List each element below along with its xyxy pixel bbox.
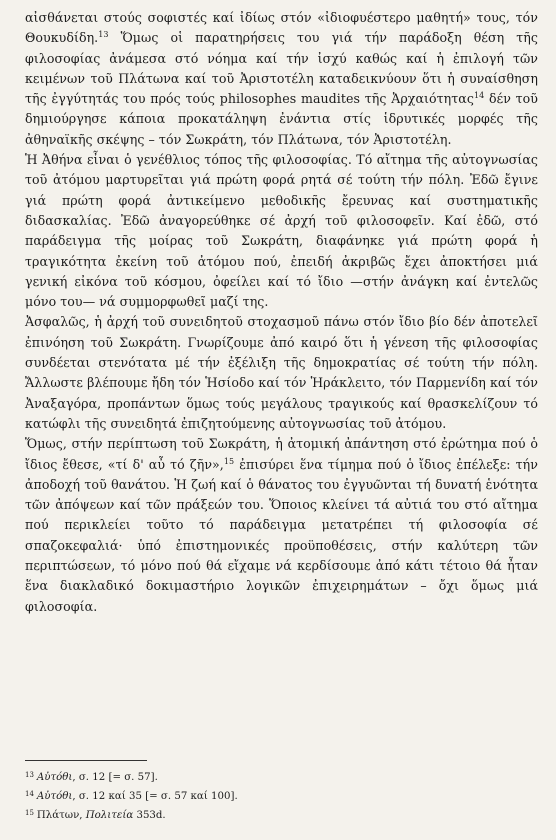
paragraph [25,150,538,312]
footnote-reference: 353d. [133,810,166,821]
footnote-15 [25,805,538,824]
paragraph-text: ἐπισύρει ἕνα τίμημα πού ὁ ἴδιος ἐπέλεξε: τήν ἀποδοχή τοῦ θανάτου. Ἡ ζωή καί ὁ θάνατος του ἐγγυῶνται τή δυνατή ἑνότητα τῶν ἀπόψεων καί τῶν πράξεών του. Ὅποιος κλείνει τά αὐτιά του στό αἴτημα πού περικλείει τοῦτο τό παράδειγμα μετατρέπει τή φιλοσοφία σέ σπαζοκεφαλιά· ὑπό ἐπιστημονικές προϋποθέσεις, στήν καλύτερη τῶν περιπτώσεων, τό μόνο πού θά εἴχαμε νά κερδίσουμε ἀπό κάτι τέτοιο θά ἦταν ἕνα διακλαδικό δοκιμαστήριο λογικῶν ἐπιχειρημάτων – ὄχι ὅμως μιά φιλοσοφία. [25,456,538,614]
paragraph-text: δέν τοῦ δημιούργησε κάποια προκατάληψη ἐνάντια στίς ἱδρυτικές μορφές τῆς ἀθηναϊκῆς σκέψης – τόν Σωκράτη, τόν Πλάτωνα, τόν Ἀριστοτέλη. [25,91,538,147]
footnote-divider [25,760,147,761]
footnote-source: Αὐτόθι [36,791,73,802]
footnote-reference: , σ. 12 [= σ. 57]. [72,772,158,783]
footnote-13 [25,767,538,786]
footnote-source: Αὐτόθι [36,772,73,783]
paragraph-text: Ἡ Ἀθήνα εἶναι ὁ γενέθλιος τόπος τῆς φιλοσοφίας. Τό αἴτημα τῆς αὐτογνωσίας τοῦ ἀτόμου μαρτυρεῖται γιά πρώτη φορά ρητά σέ τούτη τήν πόλη. Ἐδῶ ἔγινε γιά πρώτη φορά ἀντικείμενο μεθοδικῆς ἔρευνας καί συστηματικῆς διδασκαλίας. Ἐδῶ ἀναγορεύθηκε σέ ἀρχή τοῦ φιλοσοφεῖν. Καί ἐδῶ, στό παράδειγμα τῆς μοίρας τοῦ Σωκράτη, διαφάνηκε γιά πρώτη φορά ἡ τραγικότητα ἐκείνη τοῦ ἀτόμου πού, ἐπειδή ἀκριβῶς ἔχει ἀποκτήσει μιά γενική εἰκόνα τοῦ κόσμου, ὀφείλει καί τό ἴδιο —στήν ἀνάγκη καί ἐντελῶς μόνο του— νά συμμορφωθεῖ μαζί της. [25,152,538,310]
paragraph-text: Ἀσφαλῶς, ἡ ἀρχή τοῦ συνειδητοῦ στοχασμοῦ πάνω στόν ἴδιο βίο δέν ἀποτελεῖ ἐπινόηση τοῦ Σωκράτη. Γνωρίζουμε ἀπό καιρό ὅτι ἡ γένεση τῆς φιλοσοφίας συνδέεται στενότατα μέ τήν ἐξέλιξη τῆς δημοκρατίας σέ τούτη τήν πόλη. Ἄλλωστε βλέπουμε ἤδη τόν Ἡσίοδο καί τόν Ἡράκλειτο, τόν Παρμενίδη καί τόν Ἀναξαγόρα, προπάντων ὅμως τούς μεγάλους τραγικούς καί θρασκελίζουν τό κατώφλι τῆς συνειδητά ἐπιζητούμενης αὐτογνωσίας τοῦ ἀτόμου. [25,314,538,431]
footnote-reference: , σ. 12 καί 35 [= σ. 57 καί 100]. [72,791,238,802]
footnote-marker: 15 [223,456,235,466]
paragraph-text: Ὅμως οἱ παρατηρήσεις του γιά τήν παράδοξη θέση τῆς φιλοσοφίας ἀνάμεσα στό νόημα καί τήν ἰσχύ καθώς καί ἡ ἐπιλογή τῶν κειμένων τοῦ Πλάτωνα καί τοῦ Ἀριστοτέλη καταδεικνύουν ὅτι ἡ συναίσθηση τῆς ἐγγύτητάς του πρός τούς philosophes maudites τῆς Ἀρχαιότητας [25,30,538,107]
body-text [25,8,538,617]
footnote-number: 15 [25,809,34,817]
footnotes [25,760,538,824]
footnote-marker: 13 [98,30,109,40]
footnote-marker: 14 [473,91,485,101]
footnote-source: Πλάτων, [36,810,86,821]
paragraph [25,312,538,434]
footnote-number: 13 [25,771,34,779]
footnote-14 [25,786,538,805]
paragraph [25,434,538,617]
paragraph-text: αἰσθάνεται στούς σοφιστές καί ἰδίως στόν «ἰδιοφυέστερο μαθητή» τους, τόν Θουκυδίδη. [25,10,538,46]
footnote-work: Πολιτεία [85,810,134,821]
footnote-number: 14 [25,790,34,798]
paragraph-text: Ὅμως, στήν περίπτωση τοῦ Σωκράτη, ἡ ἀτομική ἀπάντηση στό ἐρώτημα πού ὁ ἴδιος ἔθεσε, «τί δ' αὖ τό ζῆν», [25,436,538,472]
paragraph [25,8,538,150]
